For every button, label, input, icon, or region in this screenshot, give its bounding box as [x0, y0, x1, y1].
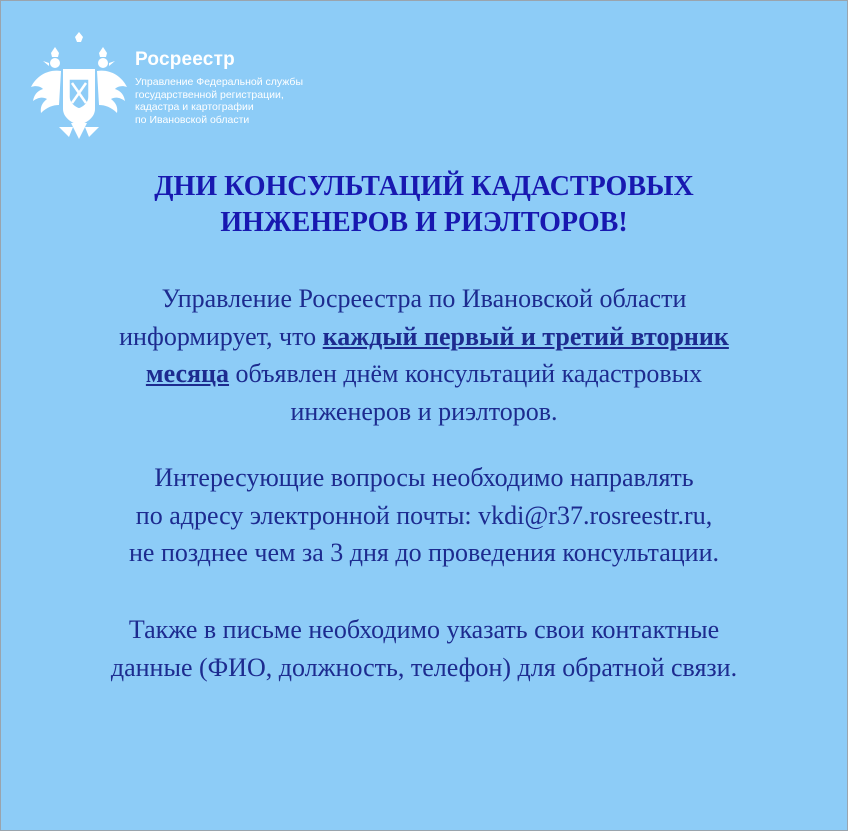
title-line: ИНЖЕНЕРОВ И РИЭЛТОРОВ! — [220, 207, 628, 238]
paragraph-line: Интересующие вопросы необходимо направлять — [154, 463, 694, 492]
paragraph-line: не позднее чем за 3 дня до проведения консультации. — [129, 538, 719, 567]
paragraph-line — [1, 355, 847, 393]
brand-subtitle-line: Управление Федеральной службы — [135, 76, 303, 88]
contact-paragraph — [1, 459, 847, 572]
rosreestr-logo — [29, 31, 359, 141]
highlighted-schedule: месяца — [145, 359, 230, 388]
announcement-paragraph — [1, 280, 847, 430]
requirements-paragraph — [1, 611, 847, 686]
paragraph-line: Управление Росреестра по Ивановской области — [161, 284, 687, 313]
paragraph-line: Также в письме необходимо указать свои контактные — [128, 615, 720, 644]
paragraph-line: данные (ФИО, должность, телефон) для обратной связи. — [110, 652, 738, 682]
highlighted-schedule: каждый первый и третий вторник — [322, 321, 729, 351]
email-line: по адресу электронной почты: vkdi@r37.rosreestr.ru, — [135, 500, 713, 530]
paragraph-text: информирует, что — [119, 321, 323, 351]
paragraph-line: инженеров и риэлторов. — [290, 396, 558, 426]
paragraph-line — [1, 318, 847, 356]
title-line: ДНИ КОНСУЛЬТАЦИЙ КАДАСТРОВЫХ — [154, 171, 694, 202]
page-title — [1, 169, 847, 241]
double-headed-eagle-emblem-icon — [29, 31, 129, 141]
brand-subtitle-line: кадастра и картографии — [135, 101, 254, 113]
brand-subtitle-line: государственной регистрации, — [135, 88, 284, 101]
brand-name: Росреестр — [135, 49, 235, 70]
brand-subtitle-line: по Ивановской области — [135, 113, 250, 126]
paragraph-text: объявлен днём консультаций кадастровых — [229, 359, 703, 388]
brand-subtitle — [135, 76, 303, 126]
